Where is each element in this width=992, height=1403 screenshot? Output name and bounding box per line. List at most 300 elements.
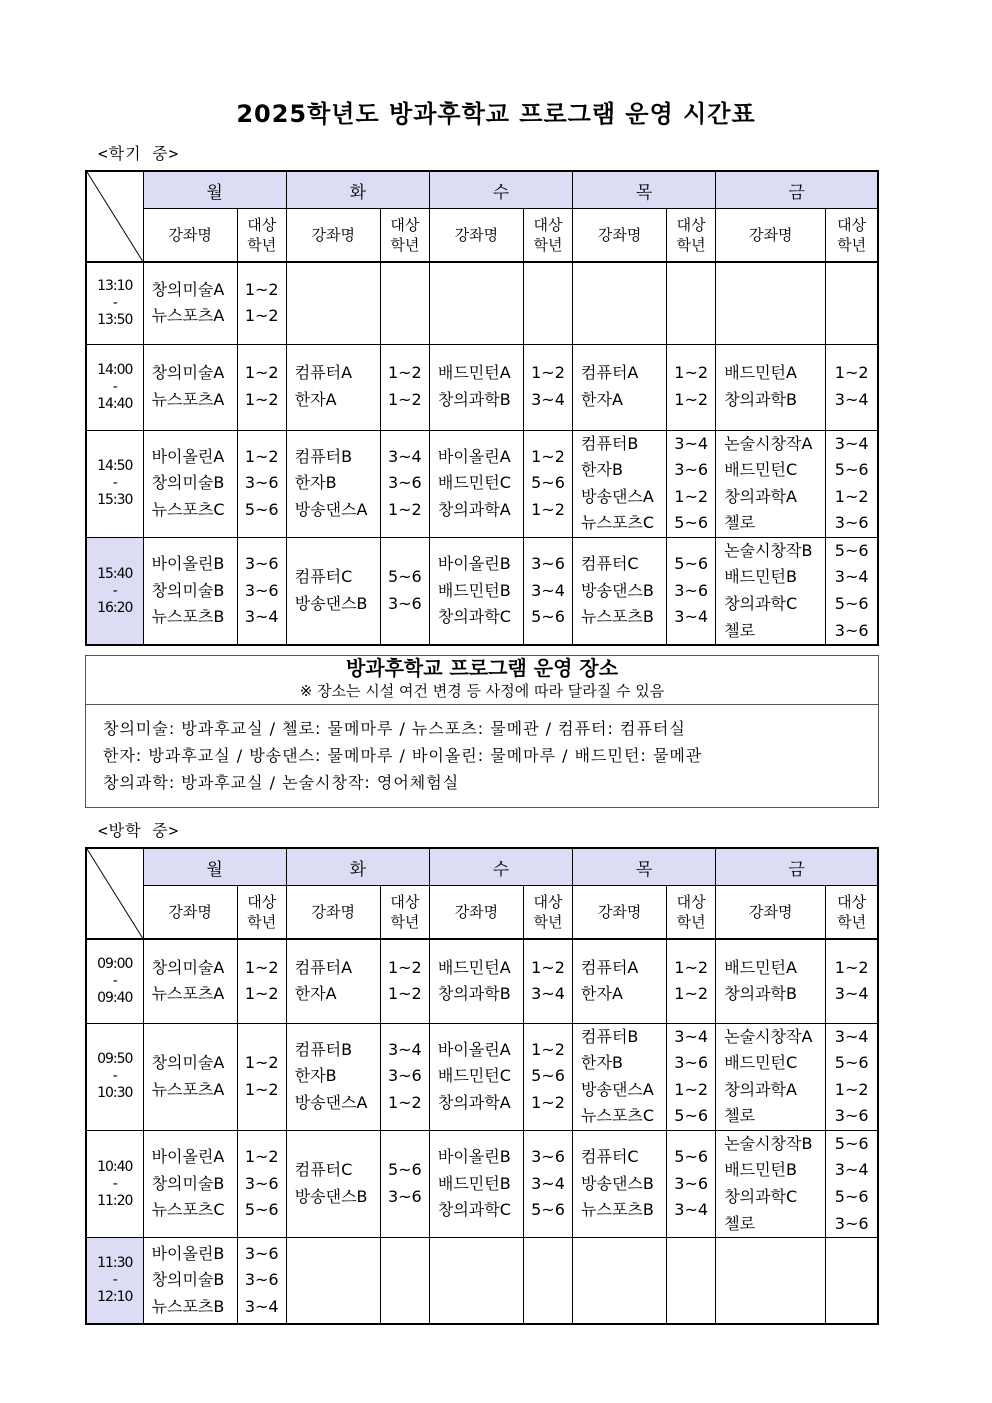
vacation-label: <방학 중> <box>98 821 180 840</box>
grade-value: 1~2 <box>531 1039 565 1059</box>
time-text: - <box>112 582 117 599</box>
course-name: 첼로 <box>724 1106 756 1126</box>
course-name: 한자A <box>581 984 623 1004</box>
day-header: 금 <box>716 848 878 886</box>
course-name: 한자B <box>581 1053 623 1073</box>
course-name: 한자A <box>581 390 623 409</box>
grade-cell <box>826 262 878 344</box>
grade-cell <box>237 1238 286 1324</box>
course-cell <box>716 1238 826 1324</box>
grade-value: 3~6 <box>387 1187 422 1207</box>
course-cell <box>573 537 667 645</box>
grade-value: 3~6 <box>244 1270 279 1290</box>
course-name: 방송댄스A <box>581 486 654 506</box>
course-name-header: 강좌명 <box>429 209 523 263</box>
grade-value: 1~2 <box>674 390 709 409</box>
day-header: 목 <box>573 848 716 886</box>
time-text: - <box>112 475 117 492</box>
course-name: 뉴스포츠C <box>581 1106 655 1126</box>
grade-value: 1~2 <box>244 446 279 466</box>
time-text: 16:20 <box>97 599 133 616</box>
course-name: 방송댄스B <box>581 1173 654 1193</box>
grade-cell <box>667 939 716 1023</box>
grade-cell <box>523 344 572 430</box>
grade-cell <box>523 262 572 344</box>
grade-value: 3~6 <box>244 554 279 574</box>
course-name: 바이올린A <box>151 1147 225 1167</box>
course-name: 창의과학A <box>724 486 797 506</box>
grade-header-line: 대상 <box>247 216 277 234</box>
grade-value: 3~6 <box>387 1066 422 1086</box>
time-text: 13:10 <box>97 277 133 294</box>
grade-cell <box>380 1130 429 1237</box>
grade-cell <box>380 537 429 645</box>
grade-header-line: 대상 <box>533 216 563 234</box>
course-name: 방송댄스A <box>581 1079 654 1099</box>
course-name: 한자A <box>294 984 337 1004</box>
course-name: 창의미술B <box>151 473 225 493</box>
course-name: 컴퓨터A <box>294 957 353 977</box>
grade-cell <box>237 537 286 645</box>
course-cell <box>429 939 523 1023</box>
grade-cell <box>237 1023 286 1130</box>
course-name-header: 강좌명 <box>286 209 380 263</box>
course-name: 배드민턴B <box>437 1173 511 1193</box>
day-header: 금 <box>716 171 878 209</box>
grade-value: 3~4 <box>674 1026 709 1046</box>
grade-value: 3~4 <box>244 1296 279 1316</box>
course-name: 창의과학C <box>437 1200 511 1220</box>
course-cell <box>286 1023 380 1130</box>
course-cell <box>286 262 380 344</box>
location-line: 창의미술: 방과후교실 / 첼로: 물메마루 / 뉴스포츠: 물메관 / 컴퓨터: 컴퓨터실 <box>103 719 686 738</box>
grade-header-line: 학년 <box>676 913 706 931</box>
grade-value: 5~6 <box>834 1053 869 1073</box>
course-name: 한자B <box>581 460 623 480</box>
grade-cell <box>523 1023 572 1130</box>
grade-value: 3~4 <box>387 446 422 466</box>
course-cell <box>573 1023 667 1130</box>
grade-value: 1~2 <box>244 390 279 409</box>
grade-value: 5~6 <box>834 460 869 480</box>
location-list <box>86 705 878 796</box>
course-cell <box>716 537 826 645</box>
grade-value: 1~2 <box>531 363 565 383</box>
time-text: 09:00 <box>97 955 133 972</box>
location-line: 한자: 방과후교실 / 방송댄스: 물메마루 / 바이올린: 물메마루 / 배드민턴: 물메관 <box>103 746 703 765</box>
course-name-header: 강좌명 <box>573 209 667 263</box>
column-header-row <box>86 886 878 940</box>
grade-cell <box>523 939 572 1023</box>
course-name: 컴퓨터A <box>581 363 639 383</box>
course-name: 바이올린B <box>437 1147 511 1167</box>
grade-value: 3~6 <box>834 513 869 533</box>
grade-header-line: 대상 <box>533 893 563 911</box>
course-name: 창의과학C <box>724 594 798 614</box>
course-name-header: 강좌명 <box>143 886 237 940</box>
grade-value: 1~2 <box>387 390 422 409</box>
grade-value: 1~2 <box>244 363 279 383</box>
grade-header-line: 대상 <box>676 216 706 234</box>
day-header: 화 <box>286 171 429 209</box>
course-name: 배드민턴B <box>724 567 797 587</box>
grade-header-line: 대상 <box>837 893 867 911</box>
grade-value: 5~6 <box>531 473 565 493</box>
course-cell <box>143 430 237 537</box>
time-slot <box>86 430 143 537</box>
course-name: 바이올린B <box>151 1243 225 1263</box>
course-cell <box>716 430 826 537</box>
grade-cell <box>380 1023 429 1130</box>
grade-value: 1~2 <box>387 499 422 519</box>
course-name-header: 강좌명 <box>286 886 380 940</box>
course-name: 첼로 <box>724 620 756 640</box>
day-header: 수 <box>429 171 572 209</box>
grade-value: 5~6 <box>674 513 709 533</box>
time-slot-row <box>86 1238 878 1324</box>
course-name: 창의미술B <box>151 1270 225 1290</box>
course-name: 창의미술A <box>151 279 225 299</box>
grade-value: 3~4 <box>674 1200 709 1220</box>
course-cell <box>429 1023 523 1130</box>
grade-header-line: 학년 <box>247 913 277 931</box>
day-header: 화 <box>286 848 429 886</box>
grade-cell <box>826 939 878 1023</box>
grade-header-line: 학년 <box>676 236 706 254</box>
time-text: - <box>112 1068 117 1085</box>
grade-cell <box>237 430 286 537</box>
course-name: 컴퓨터A <box>581 957 639 977</box>
grade-value: 5~6 <box>834 540 869 560</box>
grade-header <box>667 209 716 263</box>
diagonal-line-icon <box>87 172 143 261</box>
grade-value: 3~6 <box>244 1243 279 1263</box>
grade-value: 1~2 <box>531 446 565 466</box>
grade-value: 1~2 <box>387 363 422 383</box>
grade-cell <box>667 1238 716 1324</box>
day-header: 월 <box>143 848 286 886</box>
course-name: 창의과학A <box>724 1079 797 1099</box>
grade-value: 1~2 <box>244 279 279 299</box>
grade-value: 5~6 <box>834 1187 869 1207</box>
grade-value: 1~2 <box>834 363 869 383</box>
grade-cell <box>523 537 572 645</box>
time-text: 10:40 <box>97 1158 133 1175</box>
grade-cell <box>380 344 429 430</box>
grade-value: 3~4 <box>531 1173 565 1193</box>
grade-value: 5~6 <box>674 554 709 574</box>
course-cell <box>143 1238 237 1324</box>
time-slot <box>86 1023 143 1130</box>
course-name: 배드민턴A <box>437 957 511 977</box>
grade-cell <box>667 1023 716 1130</box>
course-name: 뉴스포츠A <box>151 306 225 326</box>
course-name: 뉴스포츠B <box>581 607 654 627</box>
grade-value: 3~4 <box>834 1160 869 1180</box>
time-slot <box>86 537 143 645</box>
location-line: 창의과학: 방과후교실 / 논술시창작: 영어체험실 <box>103 773 460 792</box>
course-cell <box>286 430 380 537</box>
grade-value: 3~6 <box>387 473 422 493</box>
course-name: 창의미술A <box>151 1053 225 1073</box>
grade-header-line: 학년 <box>390 913 420 931</box>
course-name: 컴퓨터C <box>294 567 353 587</box>
time-text: 12:10 <box>97 1289 133 1305</box>
grade-header-line: 대상 <box>837 216 867 234</box>
grade-value: 1~2 <box>674 984 709 1004</box>
course-name: 컴퓨터A <box>294 363 353 383</box>
grade-value: 5~6 <box>387 1160 422 1180</box>
diagonal-line-icon <box>87 849 143 938</box>
course-cell <box>429 1238 523 1324</box>
day-header: 수 <box>429 848 572 886</box>
course-name: 컴퓨터C <box>294 1160 353 1180</box>
grade-value: 3~6 <box>244 580 279 600</box>
time-text: 14:50 <box>97 458 133 475</box>
grade-cell <box>237 344 286 430</box>
time-slot-row <box>86 344 878 430</box>
time-slot <box>86 939 143 1023</box>
grade-value: 5~6 <box>531 1066 565 1086</box>
grade-value: 3~6 <box>834 620 869 640</box>
time-slot <box>86 262 143 344</box>
course-name: 뉴스포츠B <box>581 1200 654 1220</box>
grade-value: 3~6 <box>834 1106 869 1126</box>
grade-value: 1~2 <box>387 957 422 977</box>
grade-header-line: 대상 <box>247 893 277 911</box>
grade-cell <box>523 1238 572 1324</box>
grade-value: 1~2 <box>674 363 709 383</box>
semester-timetable <box>85 170 879 646</box>
course-name: 뉴스포츠C <box>581 513 655 533</box>
course-name: 논술시창작B <box>724 540 813 560</box>
course-name: 한자B <box>294 1066 337 1086</box>
course-cell <box>429 262 523 344</box>
course-name: 바이올린B <box>437 554 511 574</box>
grade-header <box>523 209 572 263</box>
course-name: 뉴스포츠A <box>151 984 225 1004</box>
course-cell <box>143 1130 237 1237</box>
course-name: 컴퓨터C <box>581 554 639 574</box>
course-cell <box>143 537 237 645</box>
corner-cell <box>86 848 143 939</box>
grade-cell <box>826 537 878 645</box>
grade-value: 5~6 <box>244 499 279 519</box>
course-name: 배드민턴C <box>724 460 798 480</box>
grade-value: 3~6 <box>674 1053 709 1073</box>
grade-cell <box>523 430 572 537</box>
course-name: 창의과학B <box>724 984 797 1004</box>
course-cell <box>286 1130 380 1237</box>
grade-value: 1~2 <box>674 957 709 977</box>
grade-header-line: 학년 <box>247 236 277 254</box>
time-text: 15:40 <box>97 565 133 582</box>
course-name: 바이올린B <box>151 554 225 574</box>
grade-header-line: 대상 <box>390 893 420 911</box>
course-cell <box>573 1130 667 1237</box>
grade-cell <box>667 537 716 645</box>
grade-value: 5~6 <box>674 1147 709 1167</box>
course-cell <box>286 344 380 430</box>
grade-value: 1~2 <box>244 1147 279 1167</box>
course-name-header: 강좌명 <box>716 886 826 940</box>
column-header-row <box>86 209 878 263</box>
course-cell <box>716 939 826 1023</box>
grade-header <box>237 886 286 940</box>
course-name: 방송댄스A <box>294 1092 368 1112</box>
course-cell <box>286 1238 380 1324</box>
time-text: 14:40 <box>97 395 133 412</box>
corner-cell <box>86 171 143 262</box>
grade-cell <box>826 1238 878 1324</box>
grade-value: 3~4 <box>674 433 709 453</box>
day-header: 월 <box>143 171 286 209</box>
location-header <box>86 656 878 705</box>
grade-value: 3~4 <box>244 607 279 627</box>
time-slot-row <box>86 1130 878 1237</box>
grade-header-line: 학년 <box>390 236 420 254</box>
grade-value: 1~2 <box>244 1053 279 1073</box>
grade-value: 5~6 <box>387 567 422 587</box>
course-cell <box>716 344 826 430</box>
course-cell <box>429 537 523 645</box>
grade-value: 3~6 <box>674 1173 709 1193</box>
course-name: 배드민턴B <box>437 580 511 600</box>
course-cell <box>429 344 523 430</box>
grade-cell <box>380 1238 429 1324</box>
time-text: 10:30 <box>97 1085 133 1102</box>
grade-cell <box>667 430 716 537</box>
grade-cell <box>667 344 716 430</box>
course-name: 창의미술B <box>151 580 225 600</box>
time-text: - <box>112 378 117 395</box>
course-name: 창의과학C <box>724 1187 798 1207</box>
grade-value: 3~4 <box>531 984 565 1004</box>
grade-header <box>667 886 716 940</box>
grade-header-line: 학년 <box>837 913 867 931</box>
grade-value: 1~2 <box>387 1092 422 1112</box>
course-cell <box>716 1130 826 1237</box>
semester-label: <학기 중> <box>98 144 180 163</box>
grade-header-line: 학년 <box>533 236 563 254</box>
grade-value: 3~4 <box>834 433 869 453</box>
course-name-header: 강좌명 <box>429 886 523 940</box>
grade-header <box>523 886 572 940</box>
course-name: 방송댄스B <box>294 594 368 614</box>
grade-cell <box>826 344 878 430</box>
grade-header <box>237 209 286 263</box>
grade-value: 3~6 <box>674 580 709 600</box>
grade-cell <box>237 262 286 344</box>
time-text: 14:00 <box>97 361 133 378</box>
course-name: 배드민턴A <box>724 363 797 383</box>
grade-value: 5~6 <box>674 1106 709 1126</box>
course-name: 방송댄스A <box>294 499 368 519</box>
time-slot-row <box>86 430 878 537</box>
grade-header-line: 대상 <box>390 216 420 234</box>
grade-value: 3~6 <box>244 1173 279 1193</box>
time-text: - <box>112 972 117 989</box>
course-cell <box>573 344 667 430</box>
grade-value: 3~4 <box>531 580 565 600</box>
grade-header <box>380 209 429 263</box>
grade-cell <box>667 262 716 344</box>
grade-header-line: 학년 <box>837 236 867 254</box>
course-name: 뉴스포츠C <box>151 1200 225 1220</box>
grade-cell <box>826 1023 878 1130</box>
course-cell <box>429 1130 523 1237</box>
time-text: 09:40 <box>97 989 133 1006</box>
course-name: 창의과학B <box>724 390 797 409</box>
course-name: 배드민턴C <box>724 1053 798 1073</box>
grade-value: 3~4 <box>387 1039 422 1059</box>
grade-cell <box>667 1130 716 1237</box>
grade-value: 3~4 <box>834 567 869 587</box>
day-header-row <box>86 848 878 886</box>
time-text: 11:20 <box>97 1192 133 1209</box>
grade-value: 5~6 <box>531 607 565 627</box>
grade-value: 3~4 <box>834 390 869 409</box>
time-slot-row <box>86 537 878 645</box>
course-cell <box>143 344 237 430</box>
course-name: 논술시창작A <box>724 433 813 453</box>
course-name: 창의과학B <box>437 390 511 409</box>
course-name: 창의미술B <box>151 1173 225 1193</box>
course-name: 컴퓨터B <box>294 446 353 466</box>
time-text: - <box>112 1175 117 1192</box>
course-name: 창의과학B <box>437 984 511 1004</box>
course-name: 배드민턴C <box>437 473 511 493</box>
location-note: ※ 장소는 시설 여건 변경 등 사정에 따라 달라질 수 있음 <box>299 682 665 700</box>
vacation-timetable <box>85 847 879 1325</box>
course-name-header: 강좌명 <box>143 209 237 263</box>
course-cell <box>286 939 380 1023</box>
grade-value: 1~2 <box>244 1079 279 1099</box>
time-text: 09:50 <box>97 1051 133 1068</box>
grade-value: 3~6 <box>674 460 709 480</box>
grade-value: 1~2 <box>387 984 422 1004</box>
course-cell <box>573 1238 667 1324</box>
grade-value: 1~2 <box>834 1079 869 1099</box>
course-name: 한자A <box>294 390 337 409</box>
grade-value: 1~2 <box>674 1079 709 1099</box>
grade-value: 1~2 <box>244 957 279 977</box>
course-name: 창의과학A <box>437 1092 511 1112</box>
grade-value: 3~6 <box>244 473 279 493</box>
time-text: 15:30 <box>97 492 133 509</box>
grade-cell <box>380 262 429 344</box>
grade-value: 1~2 <box>244 306 279 326</box>
course-cell <box>143 939 237 1023</box>
course-name: 뉴스포츠C <box>151 499 225 519</box>
time-slot-row <box>86 1023 878 1130</box>
grade-cell <box>523 1130 572 1237</box>
grade-value: 5~6 <box>531 1200 565 1220</box>
location-box <box>85 655 879 808</box>
grade-value: 1~2 <box>531 499 565 519</box>
course-cell <box>143 262 237 344</box>
grade-value: 1~2 <box>834 486 869 506</box>
grade-value: 1~2 <box>244 984 279 1004</box>
grade-cell <box>380 430 429 537</box>
grade-value: 3~4 <box>531 390 565 409</box>
time-slot <box>86 1130 143 1237</box>
course-name: 첼로 <box>724 1213 756 1233</box>
course-name: 컴퓨터B <box>581 433 639 453</box>
location-title: 방과후학교 프로그램 운영 장소 <box>345 656 619 680</box>
time-text: - <box>112 294 117 311</box>
course-name: 배드민턴B <box>724 1160 797 1180</box>
